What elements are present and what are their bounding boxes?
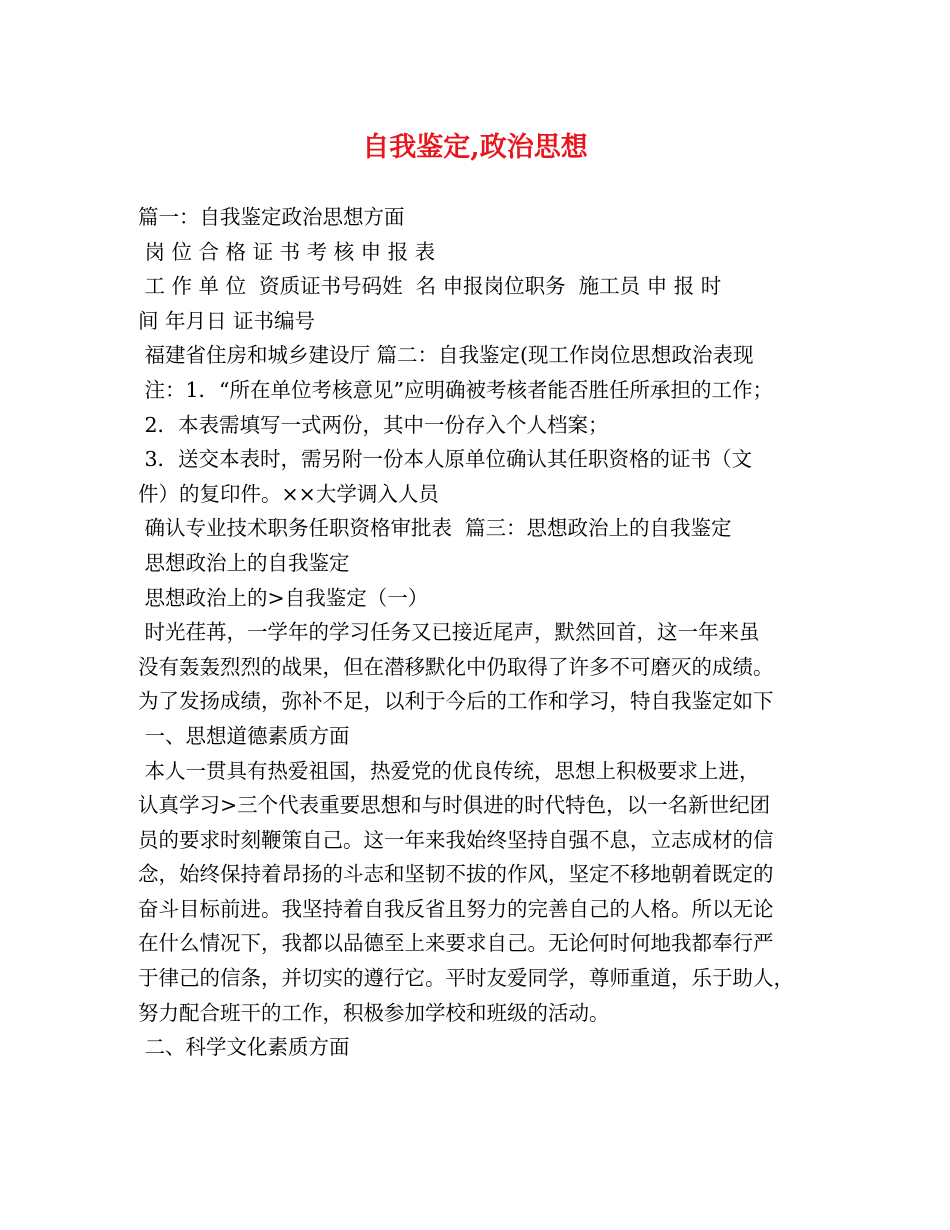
- paragraph-line: 间 年月日 证书编号: [138, 308, 316, 333]
- paragraph-line: 本人一贯具有热爱祖国，热爱党的优良传统，思想上积极要求上进，: [138, 758, 760, 783]
- paragraph-line: 2．本表需填写一式两份，其中一份存入个人档案；: [138, 412, 609, 437]
- paragraph-line: 在什么情况下，我都以品德至上来要求自己。无论何时何地我都奉行严: [138, 931, 774, 956]
- paragraph-line: 为了发扬成绩，弥补不足，以利于今后的工作和学习，特自我鉴定如下: [138, 689, 774, 714]
- paragraph-line: 努力配合班干的工作，积极参加学校和班级的活动。: [138, 1000, 610, 1025]
- paragraph-line: 注：1．“所在单位考核意见”应明确被考核者能否胜任所承担的工作；: [138, 377, 774, 402]
- paragraph-line: 工 作 单 位 资质证书号码姓 名 申报岗位职务 施工员 申 报 时: [138, 274, 722, 299]
- paragraph-line: 3．送交本表时，需另附一份本人原单位确认其任职资格的证书（文: [138, 447, 753, 472]
- paragraph-line: 员的要求时刻鞭策自己。这一年来我始终坚持自强不息，立志成材的信: [138, 827, 774, 852]
- paragraph-line: 件）的复印件。××大学调入人员: [138, 481, 439, 506]
- paragraph-line: 奋斗目标前进。我坚持着自我反省且努力的完善自己的人格。所以无论: [138, 896, 774, 921]
- paragraph-line: 思想政治上的>自我鉴定（一）: [138, 585, 429, 610]
- paragraph-line: 思想政治上的自我鉴定: [138, 550, 350, 575]
- paragraph-line: 没有轰轰烈烈的战果，但在潜移默化中仍取得了许多不可磨灭的成绩。: [138, 654, 774, 679]
- document-body: [138, 200, 828, 1065]
- paragraph-line: 福建省住房和城乡建设厅 篇二：自我鉴定(现工作岗位思想政治表现: [138, 343, 754, 368]
- paragraph-line: 确认专业技术职务任职资格审批表 篇三：思想政治上的自我鉴定: [138, 516, 732, 541]
- paragraph-line: 于律己的信条，并切实的遵行它。平时友爱同学，尊师重道，乐于助人，: [138, 966, 794, 991]
- paragraph-line: 篇一：自我鉴定政治思想方面: [138, 205, 405, 229]
- paragraph-line: 二、科学文化素质方面: [138, 1035, 350, 1060]
- paragraph-line: 岗 位 合 格 证 书 考 核 申 报 表: [138, 239, 436, 264]
- paragraph-line: 念，始终保持着昂扬的斗志和坚韧不拔的作风，坚定不移地朝着既定的: [138, 862, 774, 887]
- paragraph-line: 认真学习>三个代表重要思想和与时俱进的时代特色，以一名新世纪团: [138, 793, 771, 818]
- paragraph-line: 一、思想道德素质方面: [138, 723, 350, 748]
- paragraph-line: 时光荏苒，一学年的学习任务又已接近尾声，默然回首，这一年来虽: [138, 620, 760, 645]
- document-title: 自我鉴定,政治思想: [362, 132, 588, 163]
